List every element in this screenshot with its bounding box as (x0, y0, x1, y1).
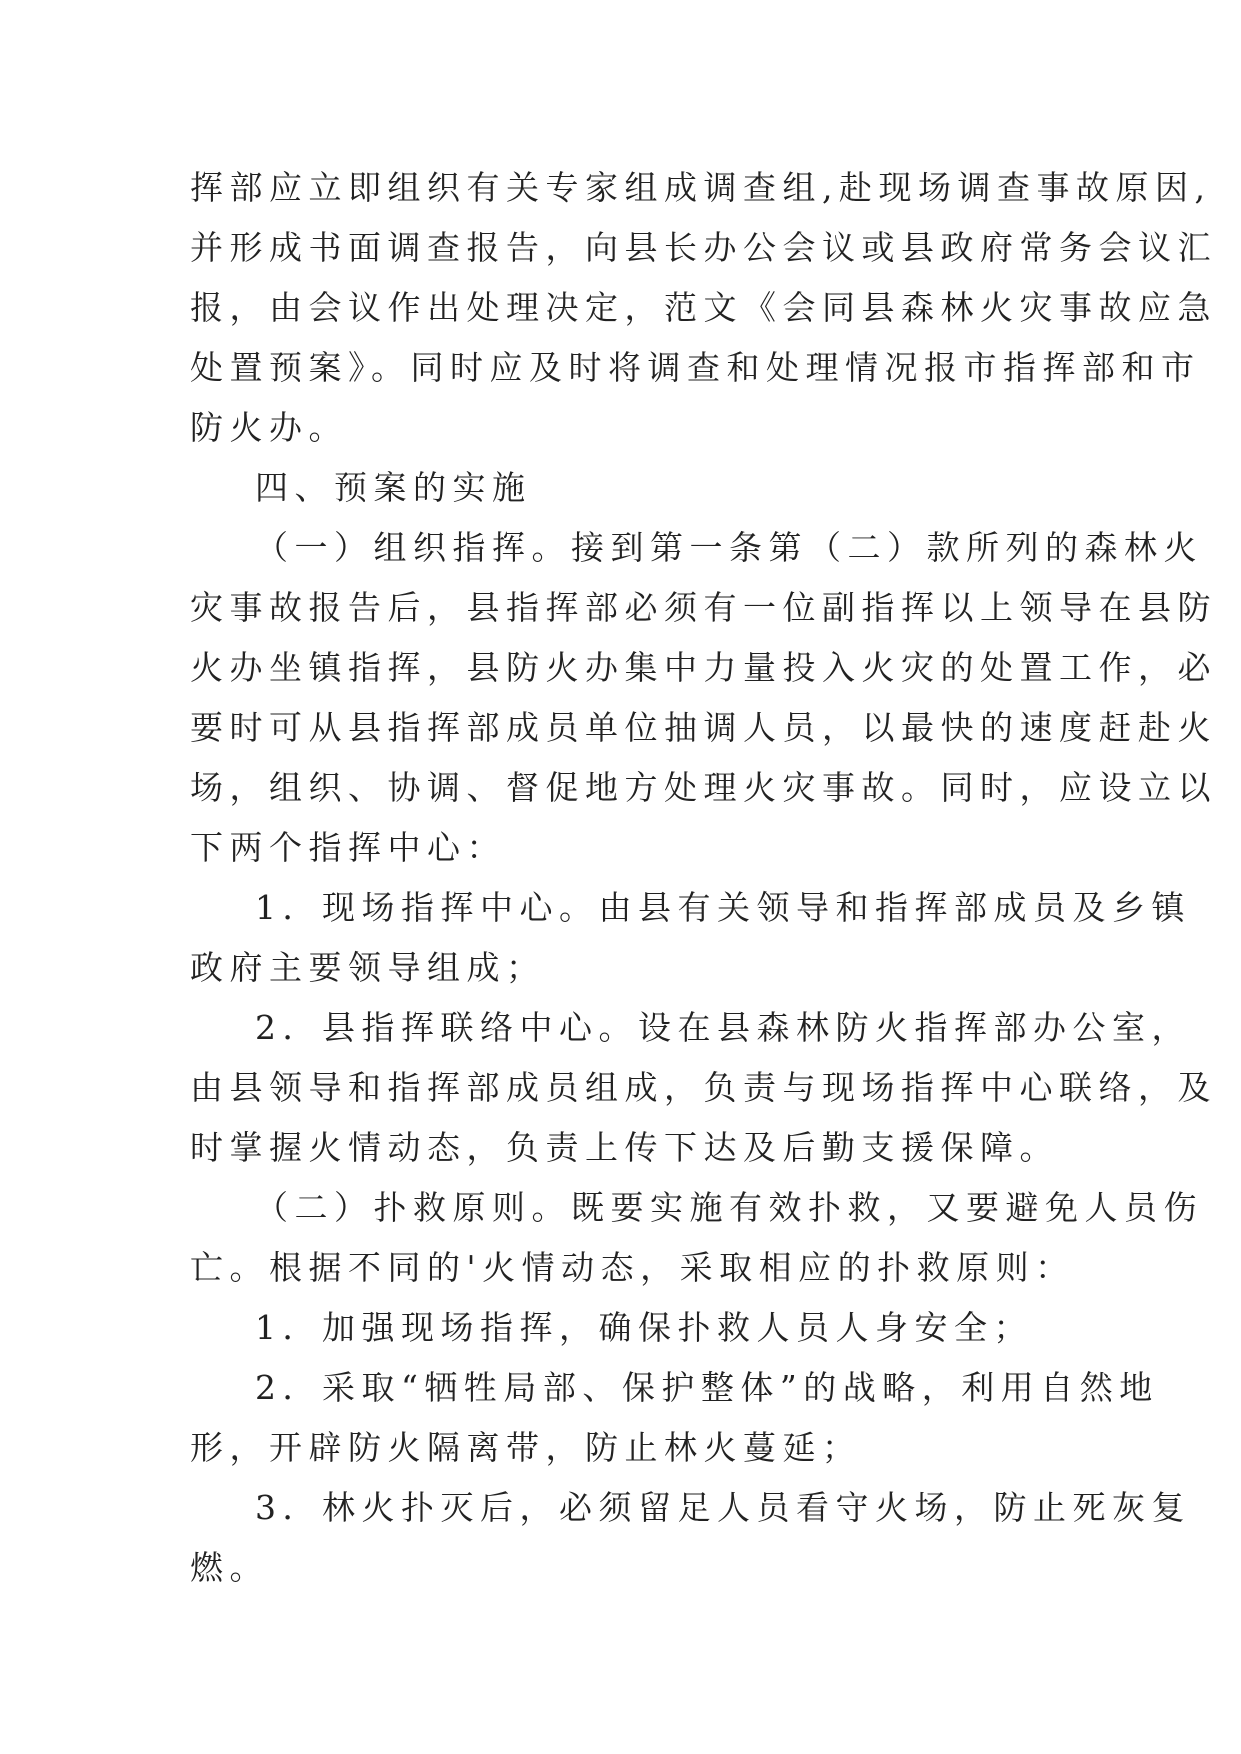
text-line: 火办坐镇指挥，县防火办集中力量投入火灾的处置工作，必 (190, 648, 1217, 687)
text-line: 3．林火扑灭后，必须留足人员看守火场，防止死灰复 (255, 1488, 1191, 1527)
text-line: 灾事故报告后，县指挥部必须有一位副指挥以上领导在县防 (190, 588, 1217, 627)
text-line: 1．现场指挥中心。由县有关领导和指挥部成员及乡镇 (255, 888, 1191, 927)
text-line: 挥部应立即组织有关专家组成调查组,赴现场调查事故原因, (190, 168, 1212, 207)
text-line: 2．采取“牺牲局部、保护整体”的战略，利用自然地 (255, 1368, 1159, 1407)
text-line: 燃。 (190, 1548, 269, 1587)
text-line: 报，由会议作出处理决定，范文《会同县森林火灾事故应急 (190, 288, 1217, 327)
text-line: 形，开辟防火隔离带，防止林火蔓延； (190, 1428, 862, 1467)
text-line: （一）组织指挥。接到第一条第（二）款所列的森林火 (255, 528, 1203, 567)
text-line: 亡。根据不同的'火情动态，采取相应的扑救原则： (190, 1248, 1075, 1287)
text-line: 场，组织、协调、督促地方处理火灾事故。同时，应设立以 (190, 768, 1217, 807)
text-line: （二）扑救原则。既要实施有效扑救，又要避免人员伤 (255, 1188, 1203, 1227)
section-heading: 四、预案的实施 (255, 468, 532, 507)
text-line: 并形成书面调查报告，向县长办公会议或县政府常务会议汇 (190, 228, 1217, 267)
text-line: 防火办。 (190, 408, 348, 447)
text-line: 2．县指挥联络中心。设在县森林防火指挥部办公室， (255, 1008, 1191, 1047)
text-line: 政府主要领导组成； (190, 948, 546, 987)
text-line: 要时可从县指挥部成员单位抽调人员，以最快的速度赶赴火 (190, 708, 1217, 747)
text-line: 处置预案》。同时应及时将调查和处理情况报市指挥部和市 (190, 348, 1201, 387)
text-line: 1．加强现场指挥，确保扑救人员人身安全； (255, 1308, 1033, 1347)
text-line: 下两个指挥中心： (190, 828, 506, 867)
text-line: 由县领导和指挥部成员组成，负责与现场指挥中心联络，及 (190, 1068, 1217, 1107)
text-line: 时掌握火情动态，负责上传下达及后勤支援保障。 (190, 1128, 1059, 1167)
